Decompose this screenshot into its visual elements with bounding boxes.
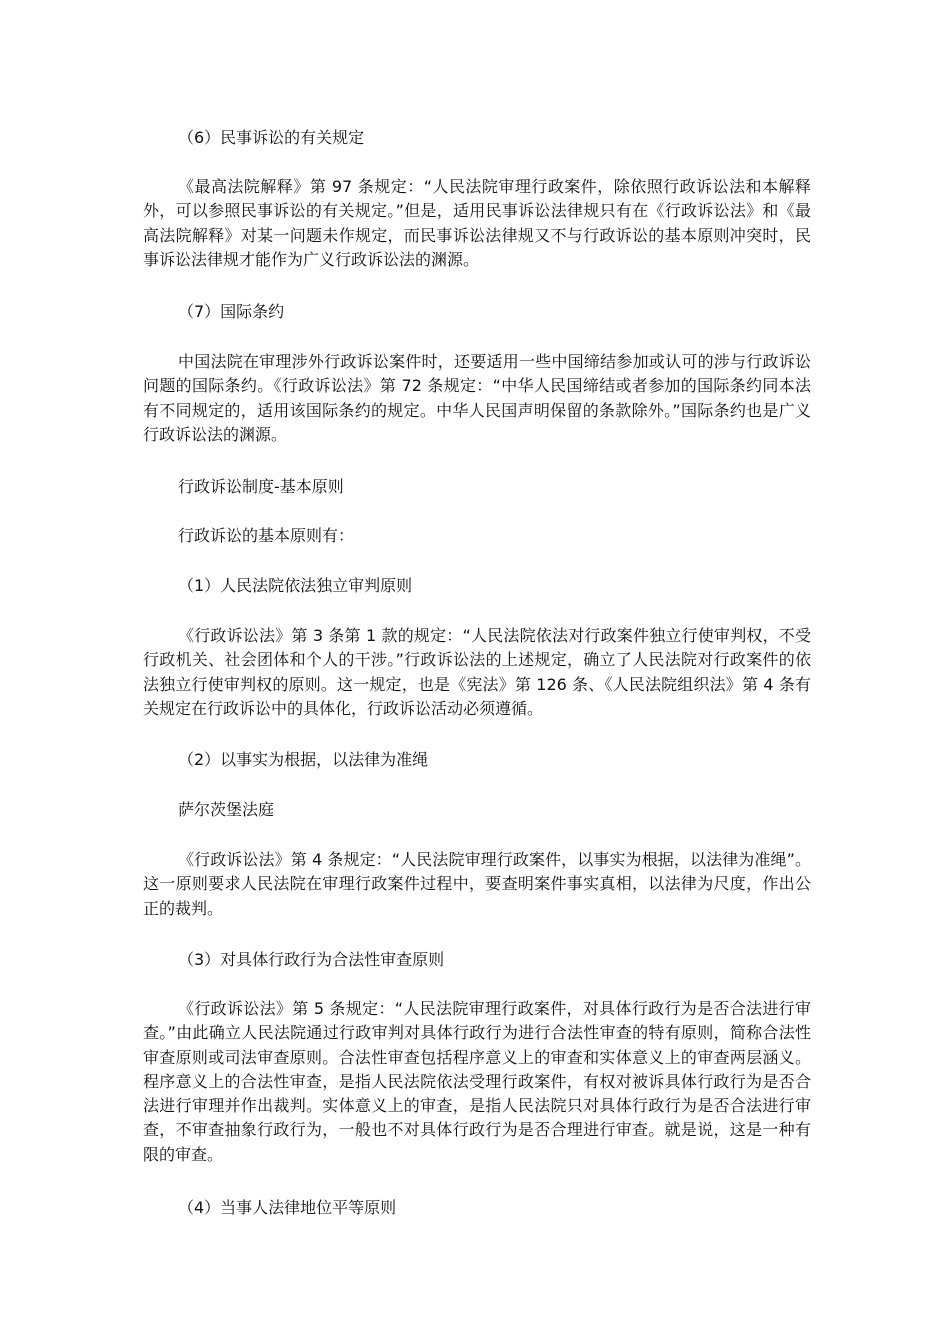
section-heading-independent-trial: （1）人民法院依法独立审判原则 <box>178 576 413 595</box>
section-heading-legality-review: （3）对具体行政行为合法性审查原则 <box>178 950 445 969</box>
section-heading-international-treaties: （7）国际条约 <box>178 302 285 321</box>
intro-basic-principles: 行政诉讼的基本原则有： <box>178 526 355 545</box>
paragraph-international-treaties: 中国法院在审理涉外行政诉讼案件时，还要适用一些中国缔结参加或认可的涉与行政诉讼问题的国际条约。《行政诉讼法》第 72 条规定：“中华人民国缔结或者参加的国际条约同本法有不同规定的，适用该国际条约的规定。中华人民国声明保留的条款除外。”国际条约也是广义行政诉讼法的渊源。 <box>143 352 811 444</box>
paragraph-facts-and-law: 《行政诉讼法》第 4 条规定：“人民法院审理行政案件，以事实为根据，以法律为准绳”。这一原则要求人民法院在审理行政案件过程中，要查明案件事实真相，以法律为尺度，作出公正的裁判。 <box>143 850 811 918</box>
section-heading-basic-principles: 行政诉讼制度-基本原则 <box>178 477 344 496</box>
stray-line-salzburg-court: 萨尔茨堡法庭 <box>178 800 275 819</box>
section-heading-equal-status: （4）当事人法律地位平等原则 <box>178 1198 397 1217</box>
paragraph-independent-trial: 《行政诉讼法》第 3 条第 1 款的规定：“人民法院依法对行政案件独立行使审判权，不受行政机关、社会团体和个人的干涉。”行政诉讼法的上述规定，确立了人民法院对行政案件的依法独立行使审判权的原则。这一规定，也是《宪法》第 126 条、《人民法院组织法》第 4 条有关规定在行政诉讼中的具体化，行政诉讼活动必须遵循。 <box>143 626 811 718</box>
paragraph-legality-review: 《行政诉讼法》第 5 条规定：“人民法院审理行政案件，对具体行政行为是否合法进行审查。”由此确立人民法院通过行政审判对具体行政行为进行合法性审查的特有原则，简称合法性审查原则或司法审查原则。合法性审查包括程序意义上的审查和实体意义上的审查两层涵义。程序意义上的合法性审查，是指人民法院依法受理行政案件，有权对被诉具体行政行为是否合法进行审理并作出裁判。实体意义上的审查，是指人民法院只对具体行政行为是否合法进行审查，不审查抽象行政行为，一般也不对具体行政行为是否合理进行审查。就是说，这是一种有限的审查。 <box>143 999 811 1164</box>
paragraph-civil-procedure: 《最高法院解释》第 97 条规定：“人民法院审理行政案件，除依照行政诉讼法和本解释外，可以参照民事诉讼的有关规定。”但是，适用民事诉讼法律规只有在《行政诉讼法》和《最高法院解释》对某一问题未作规定，而民事诉讼法律规又不与行政诉讼的基本原则冲突时，民事诉讼法律规才能作为广义行政诉讼法的渊源。 <box>143 177 811 269</box>
section-heading-facts-and-law: （2）以事实为根据，以法律为准绳 <box>178 750 429 769</box>
section-heading-civil-procedure: （6）民事诉讼的有关规定 <box>178 128 365 147</box>
